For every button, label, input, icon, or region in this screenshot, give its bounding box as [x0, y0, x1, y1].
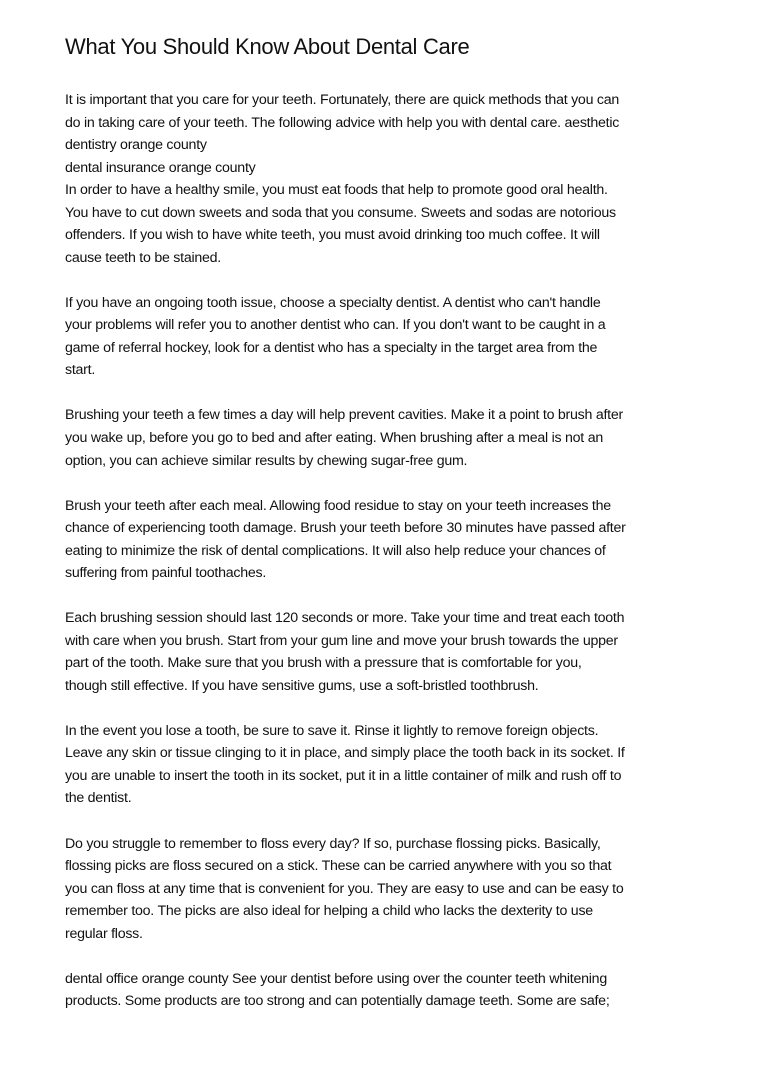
- paragraph: [65, 292, 725, 382]
- text-line: part of the tooth. Make sure that you brush with a pressure that is comfortable for you,: [65, 655, 582, 672]
- text-line: flossing picks are floss secured on a stick. These can be carried anywhere with you so that: [65, 858, 612, 875]
- document-body: [65, 89, 725, 1035]
- text-line: you wake up, before you go to bed and after eating. When brushing after a meal is not an: [65, 429, 603, 446]
- text-line: Brush your teeth after each meal. Allowing food residue to stay on your teeth increases the: [65, 497, 611, 514]
- text-line: eating to minimize the risk of dental complications. It will also help reduce your chances of: [65, 542, 606, 559]
- text-line: dentistry orange county: [65, 137, 207, 154]
- text-line: In order to have a healthy smile, you must eat foods that help to promote good oral health.: [65, 182, 608, 199]
- text-line: You have to cut down sweets and soda that you consume. Sweets and sodas are notorious: [65, 204, 616, 221]
- text-line: do in taking care of your teeth. The following advice with help you with dental care. aesthetic: [65, 114, 620, 131]
- text-line: you can floss at any time that is convenient for you. They are easy to use and can be easy to: [65, 880, 624, 897]
- text-line: your problems will refer you to another dentist who can. If you don't want to be caught in a: [65, 317, 606, 334]
- page-title: What You Should Know About Dental Care: [65, 34, 470, 59]
- text-line: option, you can achieve similar results by chewing sugar-free gum.: [65, 452, 468, 469]
- paragraph: [65, 607, 725, 697]
- paragraph: [65, 89, 725, 269]
- text-line: products. Some products are too strong and can potentially damage teeth. Some are safe;: [65, 993, 610, 1010]
- text-line: chance of experiencing tooth damage. Brush your teeth before 30 minutes have passed after: [65, 520, 626, 537]
- text-line: Each brushing session should last 120 seconds or more. Take your time and treat each tooth: [65, 610, 625, 627]
- text-line: suffering from painful toothaches.: [65, 565, 267, 582]
- text-line: Do you struggle to remember to floss every day? If so, purchase flossing picks. Basically,: [65, 835, 601, 852]
- text-line: cause teeth to be stained.: [65, 249, 221, 266]
- text-line: the dentist.: [65, 790, 132, 807]
- text-line: dental insurance orange county: [65, 159, 256, 176]
- text-line: though still effective. If you have sensitive gums, use a soft-bristled toothbrush.: [65, 677, 539, 694]
- text-line: Leave any skin or tissue clinging to it in place, and simply place the tooth back in its socket. If: [65, 745, 625, 762]
- paragraph: [65, 968, 725, 1013]
- text-line: you are unable to insert the tooth in its socket, put it in a little container of milk and rush off to: [65, 767, 622, 784]
- paragraph: [65, 404, 725, 472]
- text-line: In the event you lose a tooth, be sure to save it. Rinse it lightly to remove foreign objects.: [65, 722, 599, 739]
- paragraph: [65, 833, 725, 946]
- paragraph: [65, 495, 725, 585]
- text-line: If you have an ongoing tooth issue, choose a specialty dentist. A dentist who can't handle: [65, 294, 601, 311]
- text-line: dental office orange county See your dentist before using over the counter teeth whitening: [65, 970, 607, 987]
- paragraph: [65, 720, 725, 810]
- text-line: start.: [65, 362, 96, 379]
- text-line: remember too. The picks are also ideal for helping a child who lacks the dexterity to use: [65, 903, 593, 920]
- text-line: with care when you brush. Start from your gum line and move your brush towards the upper: [65, 632, 618, 649]
- text-line: regular floss.: [65, 925, 143, 942]
- text-line: It is important that you care for your teeth. Fortunately, there are quick methods that you can: [65, 92, 620, 108]
- text-line: Brushing your teeth a few times a day will help prevent cavities. Make it a point to brush after: [65, 407, 623, 424]
- text-line: game of referral hockey, look for a dentist who has a specialty in the target area from the: [65, 339, 598, 356]
- text-line: offenders. If you wish to have white teeth, you must avoid drinking too much coffee. It will: [65, 227, 600, 244]
